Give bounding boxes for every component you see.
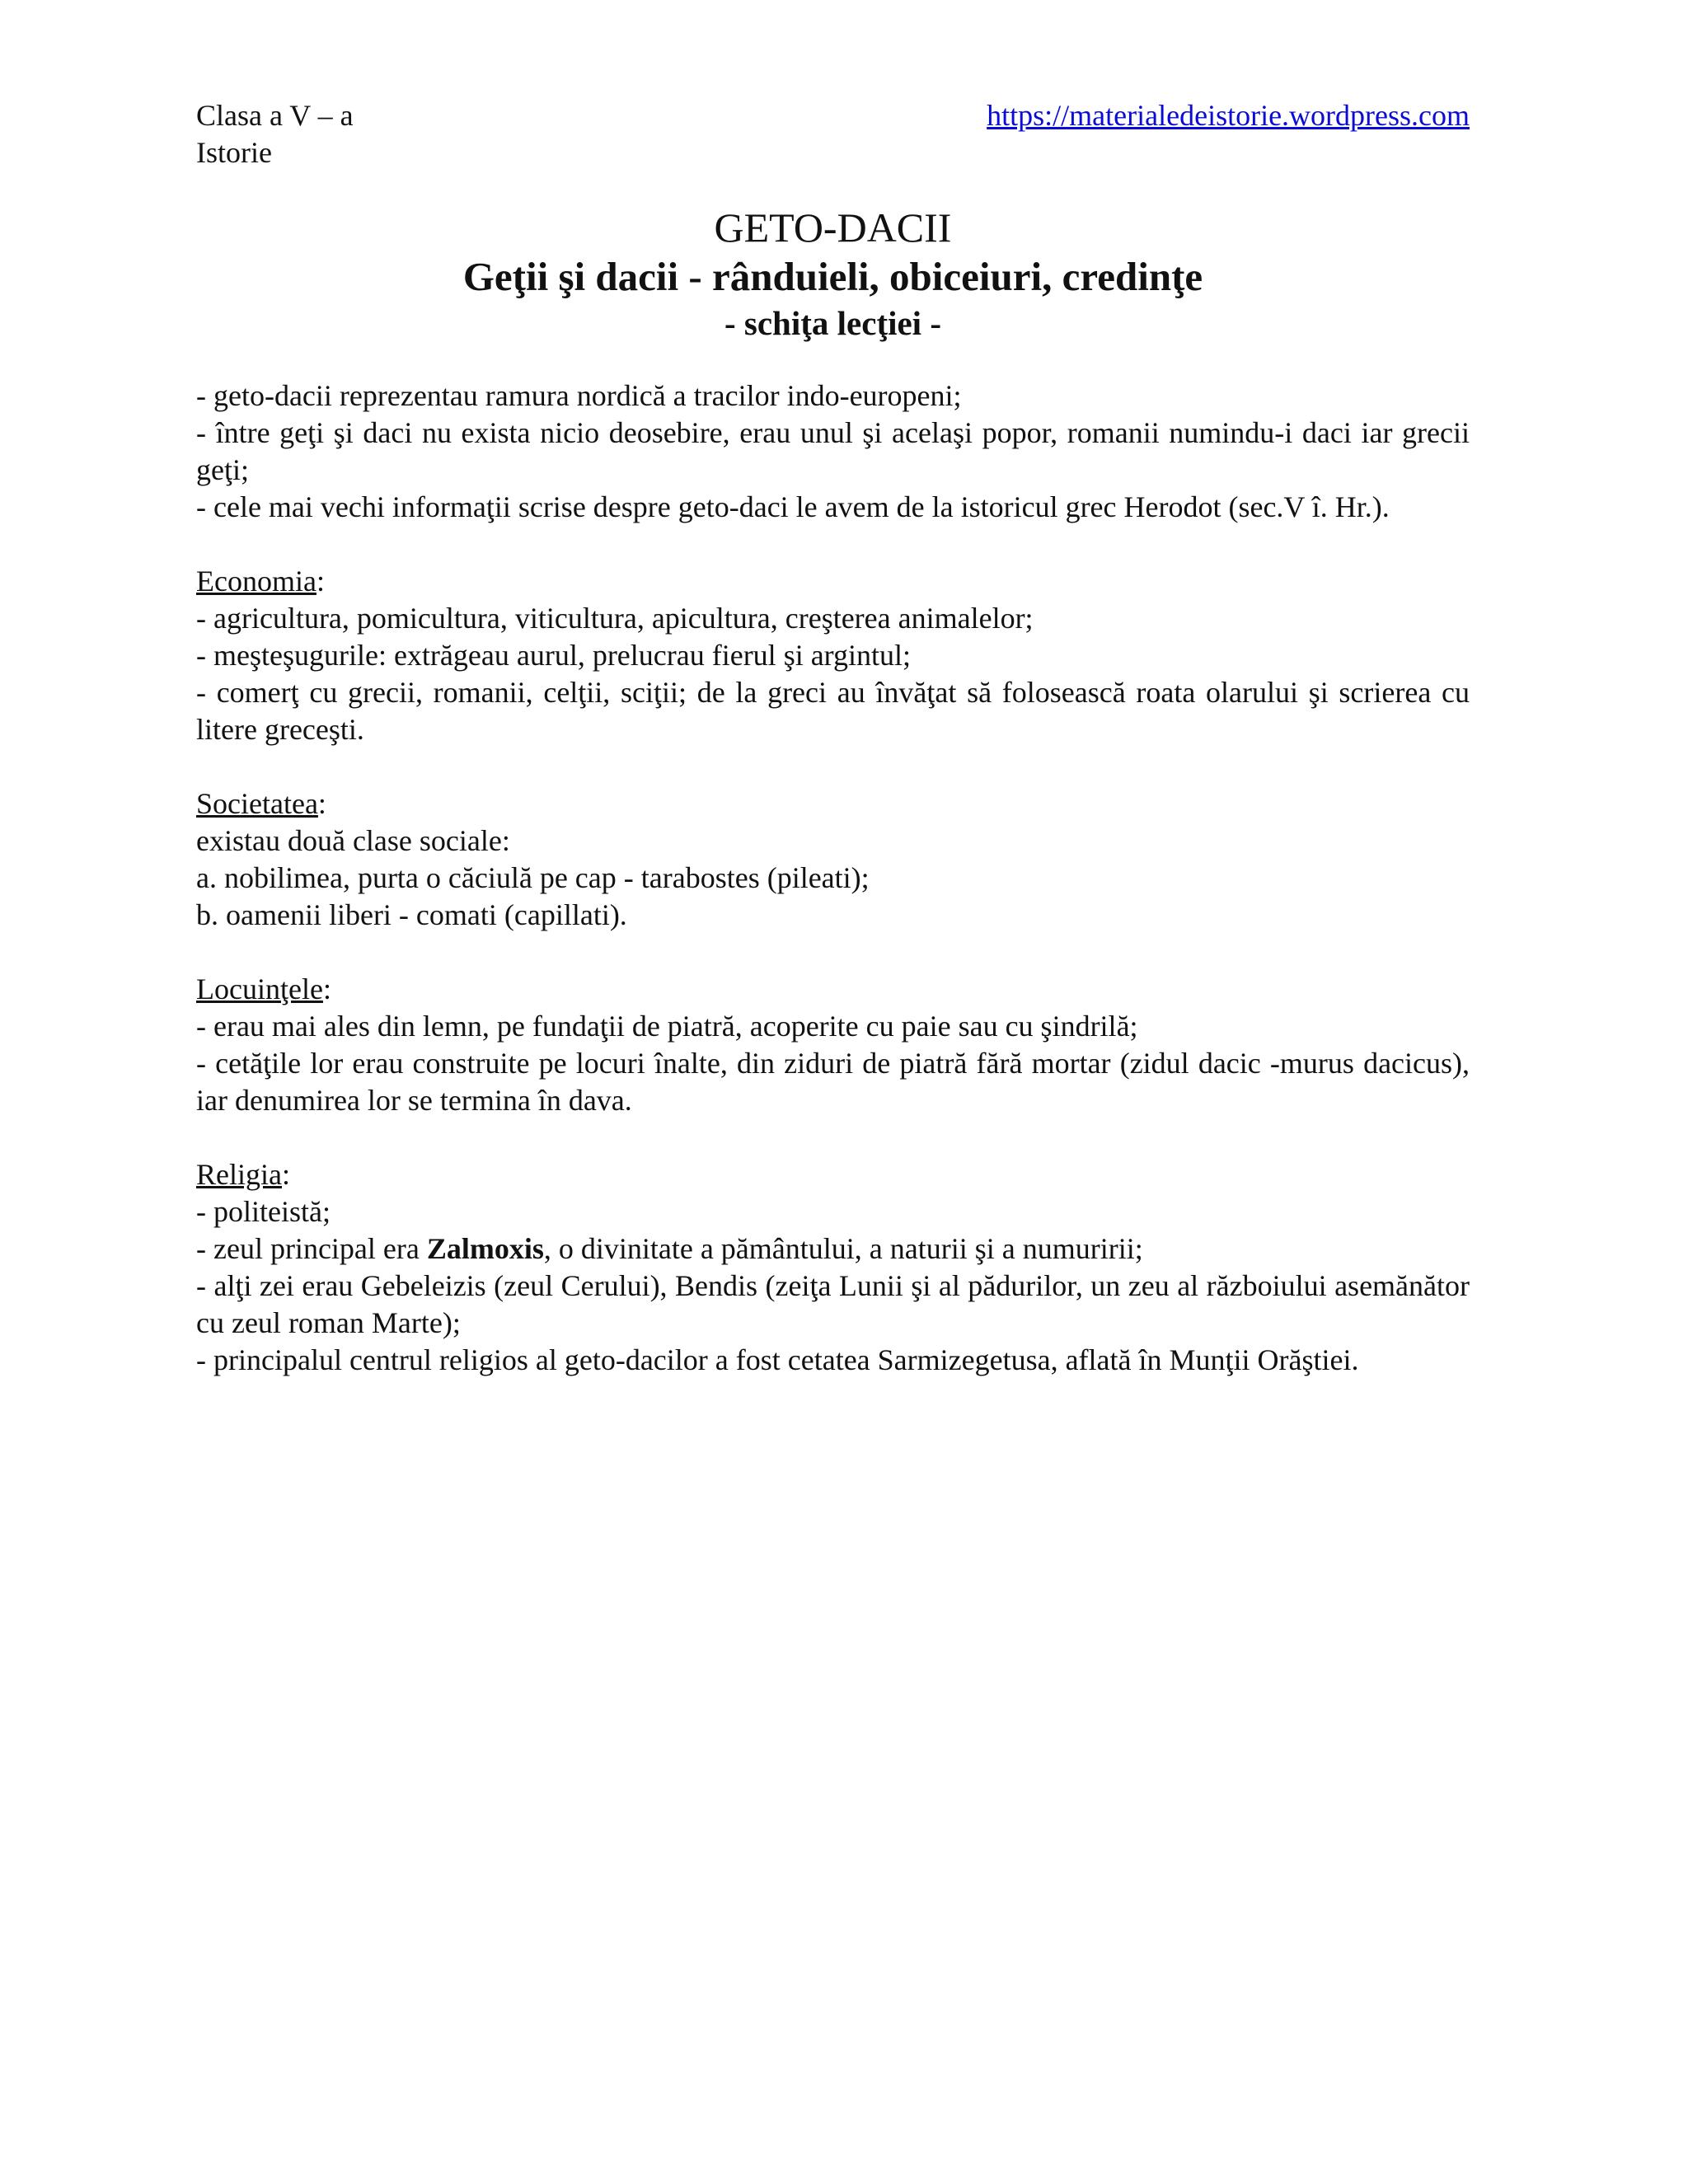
heading-text: Locuinţele bbox=[196, 972, 323, 1005]
intro-line: - cele mai vechi informaţii scrise despre geto-daci le avem de la istoricul grec Herodot (sec.V î. Hr.). bbox=[196, 490, 1390, 523]
lesson-title: Geţii şi dacii - rânduieli, obiceiuri, credinţe bbox=[462, 254, 1203, 299]
deity-name: Zalmoxis bbox=[426, 1232, 544, 1265]
religia-section bbox=[196, 1156, 1470, 1379]
section-heading-religia: Religia: bbox=[196, 1158, 290, 1191]
list-item: - cetăţile lor erau construite pe locuri înalte, din ziduri de piatră fără mortar (zidul dacic -murus dacicus), iar denumirea lor se termina în dava. bbox=[196, 1047, 1470, 1117]
list-item: - principalul centrul religios al geto-dacilor a fost cetatea Sarmizegetusa, aflată în Munţii Orăştiei. bbox=[196, 1343, 1359, 1376]
section-heading-locuintele: Locuinţele: bbox=[196, 972, 331, 1005]
list-item: existau două clase sociale: bbox=[196, 824, 510, 857]
list-item: - agricultura, pomicultura, viticultura, apicultura, creşterea animalelor; bbox=[196, 602, 1034, 635]
page-header bbox=[196, 97, 1470, 171]
header-left bbox=[196, 97, 354, 171]
list-item: a. nobilimea, purta o căciulă pe cap - tarabostes (pileati); bbox=[196, 861, 870, 894]
heading-text: Societatea bbox=[196, 787, 318, 820]
section-heading-societatea: Societatea: bbox=[196, 787, 326, 820]
list-item: - comerţ cu grecii, romanii, celţii, sciţii; de la greci au învăţat să folosească roata olarului şi scrierea cu litere greceşti. bbox=[196, 676, 1470, 746]
intro-section bbox=[196, 377, 1470, 526]
lesson-content bbox=[196, 377, 1470, 1379]
section-heading-economia: Economia: bbox=[196, 565, 325, 598]
text-fragment: , o divinitate a pământului, a naturii şi a numuririi; bbox=[543, 1232, 1143, 1265]
website-link[interactable]: https://materialedeistorie.wordpress.com bbox=[987, 99, 1470, 132]
lesson-subtitle: - schiţa lecţiei - bbox=[724, 304, 941, 342]
spacer bbox=[196, 748, 1470, 785]
spacer bbox=[196, 934, 1470, 971]
list-item: b. oamenii liberi - comati (capillati). bbox=[196, 898, 627, 931]
document-page bbox=[196, 97, 1470, 1379]
text-fragment: - zeul principal era bbox=[196, 1232, 427, 1265]
spacer bbox=[196, 526, 1470, 563]
societatea-section bbox=[196, 785, 1470, 934]
list-item bbox=[196, 1230, 1470, 1268]
list-item: - alţi zei erau Gebeleizis (zeul Cerului), Bendis (zeiţa Lunii şi al pădurilor, un zeu al războiului asemănător cu zeul roman Marte); bbox=[196, 1269, 1470, 1339]
class-label: Clasa a V – a bbox=[196, 99, 354, 132]
list-item: - politeistă; bbox=[196, 1195, 331, 1228]
intro-line: - geto-dacii reprezentau ramura nordică a tracilor indo-europeni; bbox=[196, 379, 962, 412]
heading-text: Religia bbox=[196, 1158, 282, 1191]
intro-line: - între geţi şi daci nu exista nicio deosebire, erau unul şi acelaşi popor, romanii numindu-i daci iar grecii geţi; bbox=[196, 416, 1470, 486]
economia-section bbox=[196, 563, 1470, 748]
title-block bbox=[196, 203, 1470, 344]
locuintele-section bbox=[196, 971, 1470, 1119]
list-item: - erau mai ales din lemn, pe fundaţii de piatră, acoperite cu paie sau cu şindrilă; bbox=[196, 1010, 1138, 1043]
spacer bbox=[196, 1119, 1470, 1156]
subject-label: Istorie bbox=[196, 136, 272, 169]
heading-text: Economia bbox=[196, 565, 316, 598]
list-item: - meşteşugurile: extrăgeau aurul, prelucrau fierul şi argintul; bbox=[196, 639, 912, 672]
page-title: GETO-DACII bbox=[714, 204, 952, 251]
